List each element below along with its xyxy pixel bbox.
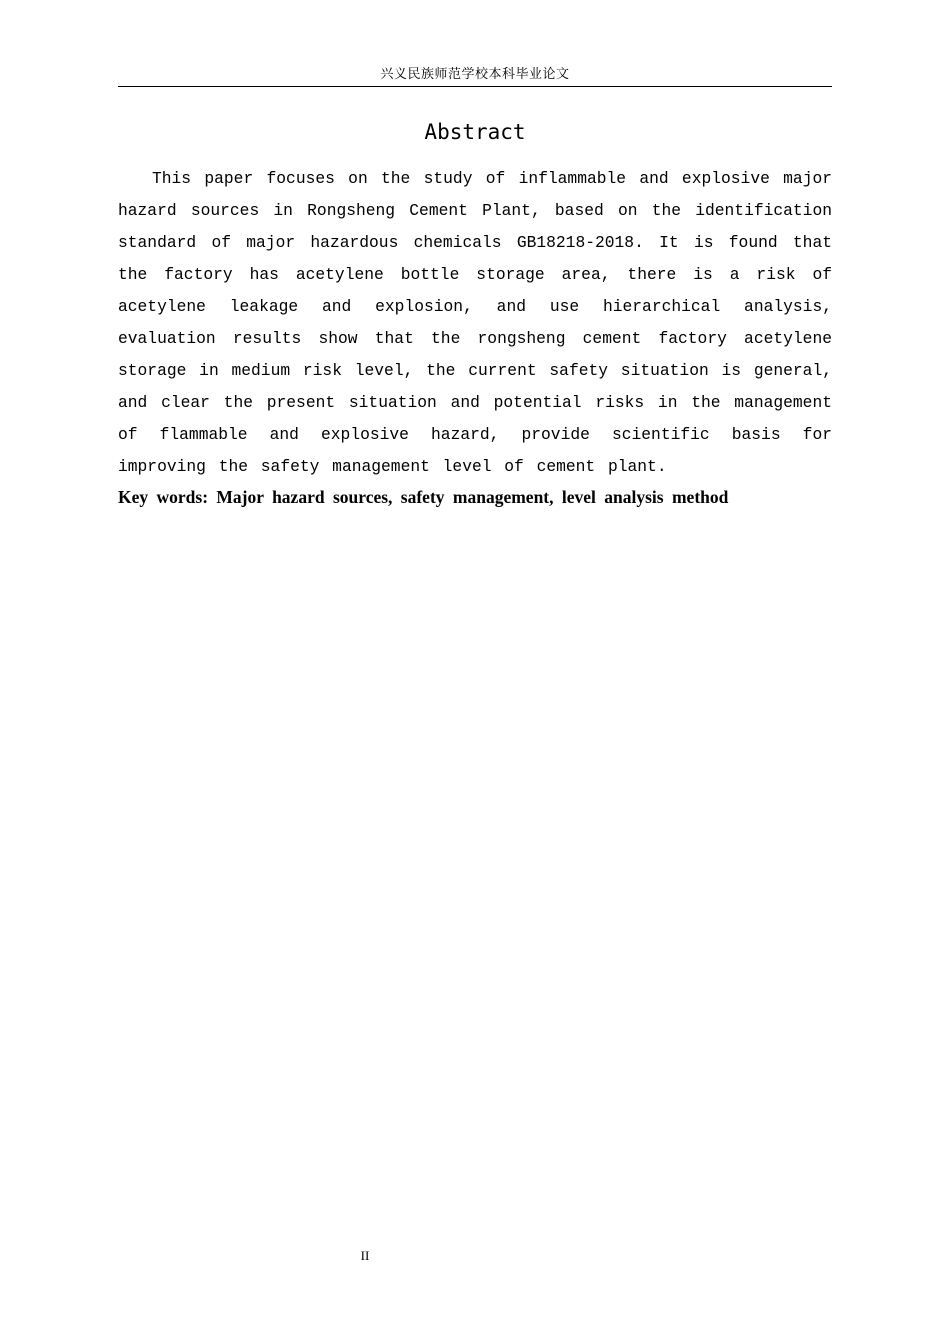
keywords-line: Key words: Major hazard sources, safety management, level analysis method <box>118 487 729 507</box>
header-rule <box>118 86 832 87</box>
page-number: II <box>360 1248 370 1263</box>
page-header: 兴义民族师范学校本科毕业论文 <box>380 67 570 82</box>
abstract-body: This paper focuses on the study of inflammable and explosive major hazard sources in Rongsheng Cement Plant, based on the identification standard of major hazardous chemicals GB18218-2018. It is found that the factory has acetylene bottle storage area, there is a risk of acetylene leakage and explosion, and use hierarchical analysis, evaluation results show that the rongsheng cement factory acetylene storage in medium risk level, the current safety situation is general, and clear the present situation and potential risks in the management of flammable and explosive hazard, provide scientific basis for improving the safety management level of cement plant. <box>118 169 832 476</box>
abstract-title: Abstract <box>424 120 526 144</box>
